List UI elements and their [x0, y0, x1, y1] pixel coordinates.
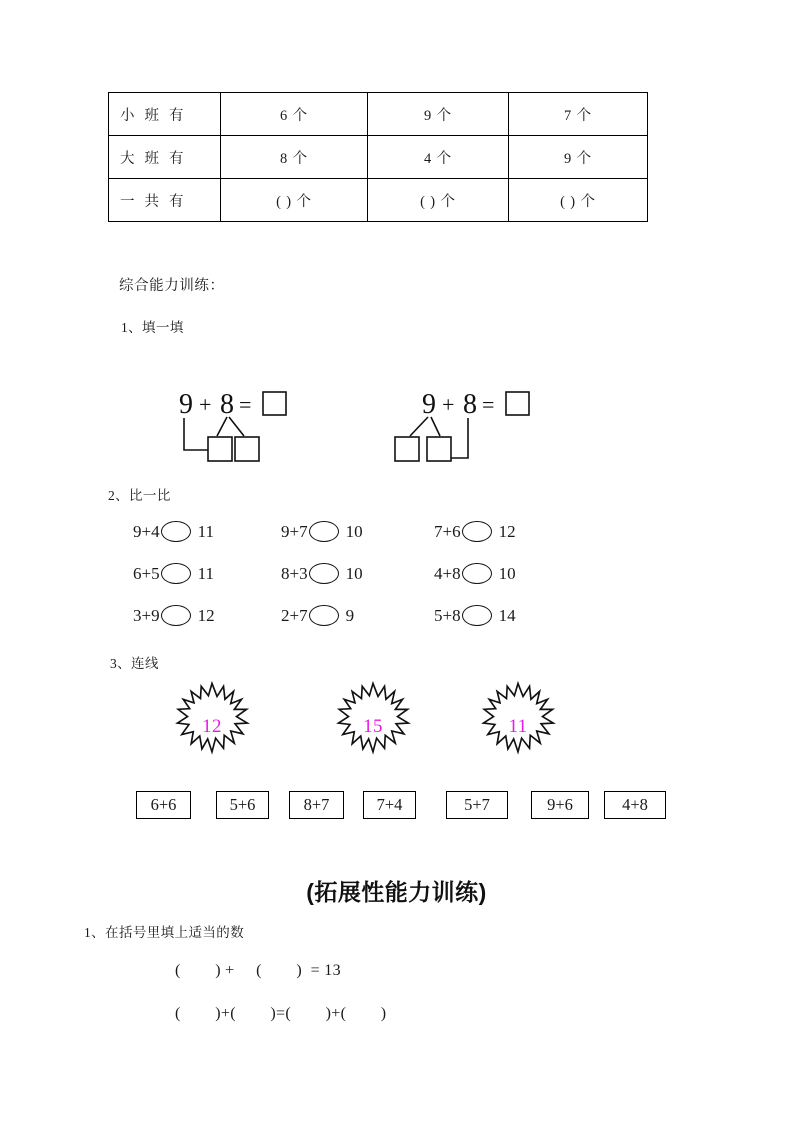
table-cell-blank[interactable]: ( ) 个: [509, 179, 648, 222]
starburst-value: 12: [202, 716, 222, 737]
compare-value: 11: [197, 521, 214, 541]
compare-circle[interactable]: [309, 605, 339, 626]
compare-expression: 8+3: [281, 563, 308, 583]
compare-circle[interactable]: [309, 521, 339, 542]
compare-expression: 4+8: [434, 563, 461, 583]
svg-text:9: 9: [422, 389, 436, 420]
table-cell: 8 个: [221, 136, 368, 179]
compare-circle[interactable]: [462, 563, 492, 584]
compare-expression: 3+9: [133, 605, 160, 625]
compare-expression: 7+6: [434, 521, 461, 541]
task-1-label: 1、填一填: [121, 320, 184, 335]
compare-circle[interactable]: [462, 521, 492, 542]
compare-value: 12: [197, 605, 215, 625]
starburst-value: 11: [508, 716, 528, 737]
compare-value: 12: [498, 521, 516, 541]
svg-text:+: +: [442, 392, 455, 417]
expression-box[interactable]: 7+4: [363, 791, 416, 819]
compare-circle[interactable]: [161, 521, 191, 542]
extension-training-title: (拓展性能力训练): [306, 879, 487, 905]
table-row-label: 一 共 有: [109, 179, 221, 222]
compare-expression: 5+8: [434, 605, 461, 625]
svg-text:+: +: [199, 392, 212, 417]
compare-circle[interactable]: [462, 605, 492, 626]
compare-item: [434, 521, 516, 542]
compare-item: [434, 563, 516, 584]
compare-value: 14: [498, 605, 516, 625]
compare-value: 9: [345, 605, 355, 625]
compare-item: [281, 563, 363, 584]
compare-item: [133, 563, 214, 584]
ext-task-1-label: 1、在括号里填上适当的数: [84, 925, 245, 940]
make-ten-diagram-left: [175, 388, 335, 468]
starburst-11[interactable]: [482, 682, 554, 754]
counts-table-wrapper: [108, 92, 647, 222]
table-row: [109, 93, 648, 136]
compare-circle[interactable]: [161, 563, 191, 584]
compare-value: 10: [345, 521, 363, 541]
table-row: [109, 136, 648, 179]
table-cell: 4 个: [368, 136, 509, 179]
svg-text:8: 8: [220, 389, 234, 420]
task-2-label: 2、比一比: [108, 488, 171, 503]
expression-box[interactable]: 4+8: [604, 791, 666, 819]
fill-blank-line-2[interactable]: ( )+( )=( )+( ): [175, 1005, 387, 1022]
compare-value: 10: [498, 563, 516, 583]
compare-expression: 6+5: [133, 563, 160, 583]
table-cell: 9 个: [509, 136, 648, 179]
compare-value: 10: [345, 563, 363, 583]
table-row-label: 小 班 有: [109, 93, 221, 136]
comprehensive-training-heading: 综合能力训练：: [119, 278, 225, 294]
starburst-value: 15: [363, 716, 383, 737]
counts-table: [108, 92, 648, 222]
svg-text:8: 8: [463, 389, 477, 420]
compare-expression: 9+7: [281, 521, 308, 541]
expression-box[interactable]: 8+7: [289, 791, 344, 819]
make-ten-diagram-right: [390, 388, 550, 468]
table-cell-blank[interactable]: ( ) 个: [368, 179, 509, 222]
task-3-label: 3、连线: [110, 656, 159, 671]
table-row-label: 大 班 有: [109, 136, 221, 179]
compare-item: [133, 521, 214, 542]
expression-box[interactable]: 6+6: [136, 791, 191, 819]
expression-box[interactable]: 5+7: [446, 791, 508, 819]
svg-text:=: =: [482, 392, 495, 417]
table-row: [109, 179, 648, 222]
fill-blank-line-1[interactable]: ( ) + ( ) = 13: [175, 962, 341, 979]
starburst-15[interactable]: [337, 682, 409, 754]
compare-expression: 2+7: [281, 605, 308, 625]
table-cell: 6 个: [221, 93, 368, 136]
svg-text:9: 9: [179, 389, 193, 420]
compare-item: [434, 605, 516, 626]
compare-item: [133, 605, 215, 626]
table-cell: 7 个: [509, 93, 648, 136]
compare-expression: 9+4: [133, 521, 160, 541]
table-cell: 9 个: [368, 93, 509, 136]
compare-circle[interactable]: [309, 563, 339, 584]
compare-value: 11: [197, 563, 214, 583]
expression-box[interactable]: 9+6: [531, 791, 589, 819]
table-cell-blank[interactable]: ( ) 个: [221, 179, 368, 222]
compare-circle[interactable]: [161, 605, 191, 626]
compare-item: [281, 521, 363, 542]
compare-item: [281, 605, 354, 626]
expression-box[interactable]: 5+6: [216, 791, 269, 819]
starburst-12[interactable]: [176, 682, 248, 754]
svg-text:=: =: [239, 392, 252, 417]
